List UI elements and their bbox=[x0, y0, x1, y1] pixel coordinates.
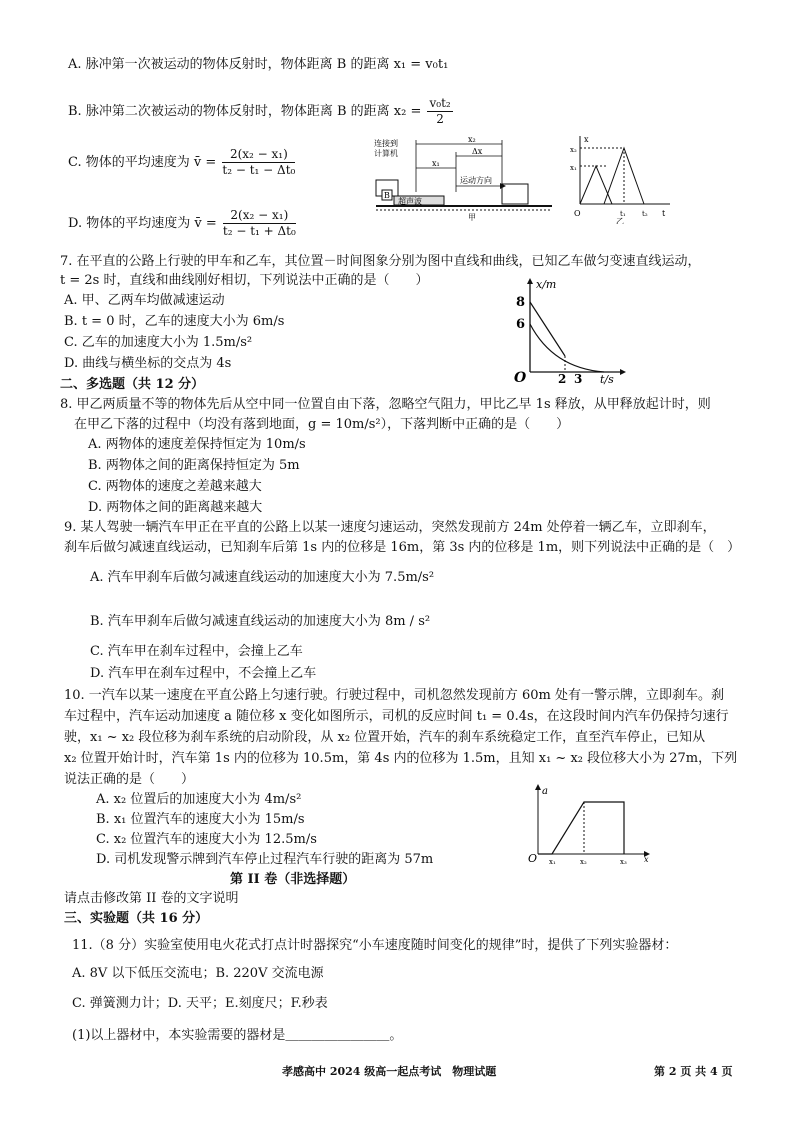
q6-option-a: A. 脉冲第一次被运动的物体反射时，物体距离 B 的距离 x₁ = v₀t₁ bbox=[68, 57, 449, 72]
x-axis-arrow bbox=[527, 278, 533, 284]
pulse-1-line bbox=[580, 166, 612, 204]
q7-option-c: C. 乙车的加速度大小为 1.5m/s² bbox=[64, 335, 253, 350]
q8-option-b: B. 两物体之间的距离保持恒定为 5m bbox=[88, 458, 300, 473]
q6-option-b-text: B. 脉冲第二次被运动的物体反射时，物体距离 B 的距离 x₂ = bbox=[68, 104, 422, 119]
a-x-curve bbox=[538, 802, 624, 854]
a-axis-label: a bbox=[542, 786, 548, 797]
a-axis-arrow bbox=[535, 784, 541, 790]
q10-option-c: C. x₂ 位置汽车的速度大小为 12.5m/s bbox=[96, 832, 317, 847]
fraction-denominator: t₂ − t₁ + Δt₀ bbox=[222, 224, 296, 238]
fraction-denominator: 2 bbox=[436, 112, 444, 126]
q10-option-b: B. x₁ 位置汽车的速度大小为 15m/s bbox=[96, 812, 305, 827]
t2-tick: t₂ bbox=[642, 210, 648, 218]
fraction-denominator: t₂ − t₁ − Δt₀ bbox=[222, 163, 296, 177]
q6-option-b bbox=[68, 96, 455, 127]
q11-stem-line1: 11.（8 分）实验室使用电火花式打点计时器探究“小车速度随时间变化的规律”时，提供了下列实验器材： bbox=[72, 938, 678, 953]
fig-yi-caption: 乙 bbox=[616, 217, 624, 224]
x2-label: x₂ bbox=[468, 135, 476, 144]
footer-title: 孝感高中 2024 级高一起点考试 物理试题 bbox=[282, 1065, 497, 1078]
q6-option-c bbox=[68, 147, 297, 178]
q7-stem-line1: 7. 在平直的公路上行驶的甲车和乙车，其位置－时间图象分别为图中直线和曲线，已知乙车做匀变速直线运动， bbox=[60, 254, 701, 269]
part-2-heading: 第 II 卷（非选择题） bbox=[230, 872, 356, 887]
x-axis-label: t/s bbox=[600, 373, 614, 386]
computer-label: 计算机 bbox=[374, 149, 398, 158]
q11-line3: C. 弹簧测力计；D. 天平；E.刻度尺；F.秒表 bbox=[72, 996, 328, 1011]
section-2-heading: 二、多选题（共 12 分） bbox=[60, 377, 205, 392]
q6-option-d bbox=[68, 208, 298, 239]
fraction-numerator: v₀t₂ bbox=[429, 96, 451, 110]
origin-label: O bbox=[574, 209, 581, 218]
q8-stem-line2: 在甲乙下落的过程中（均没有落到地面，g = 10m/s²），下落判断中正确的是（ ） bbox=[74, 417, 570, 432]
x1-tick: x₁ bbox=[549, 858, 556, 866]
q9-option-a: A. 汽车甲刹车后做匀减速直线运动的加速度大小为 7.5m/s² bbox=[90, 570, 435, 585]
y-tick-6: 6 bbox=[516, 317, 526, 332]
part-2-note: 请点击修改第 II 卷的文字说明 bbox=[64, 891, 239, 906]
x3-tick: x₃ bbox=[620, 858, 627, 866]
x1-label: x₁ bbox=[432, 159, 440, 168]
fraction-numerator: 2(x₂ − x₁) bbox=[222, 147, 295, 163]
q9-stem-line2: 刹车后做匀减速直线运动，已知刹车后第 1s 内的位移是 16m，第 3s 内的位移是 1m，则下列说法中正确的是（ ） bbox=[64, 540, 741, 555]
q10-stem-line1: 10. 一汽车以某一速度在平直公路上匀速行驶。行驶过程中，司机忽然发现前方 60m 处有一警示牌，立即刹车。刹 bbox=[64, 688, 724, 703]
fraction-numerator: 2(x₂ − x₁) bbox=[223, 208, 296, 224]
q6-option-d-text: D. 物体的平均速度为 v̄ = bbox=[68, 216, 217, 231]
origin-label: O bbox=[528, 852, 538, 865]
q8-option-a: A. 两物体的速度差保持恒定为 10m/s bbox=[88, 437, 306, 452]
q8-option-d: D. 两物体之间的距离越来越大 bbox=[88, 500, 263, 515]
q6-option-d-fraction bbox=[223, 208, 296, 239]
q11-line2: A. 8V 以下低压交流电；B. 220V 交流电源 bbox=[72, 966, 324, 981]
q7-option-d: D. 曲线与横坐标的交点为 4s bbox=[64, 356, 232, 371]
x1-tick: x₁ bbox=[570, 164, 577, 172]
t-axis-arrow bbox=[620, 369, 626, 375]
pulse-label: 超声波 bbox=[398, 197, 422, 206]
t-tick-2: 2 bbox=[558, 372, 567, 386]
q10-ax-graph bbox=[522, 782, 652, 866]
direction-label: 运动方向 bbox=[460, 176, 492, 185]
moving-object bbox=[502, 184, 528, 204]
q11-line4: (1)以上器材中，本实验需要的器材是＿＿＿＿＿＿＿＿。 bbox=[72, 1028, 403, 1043]
x2-tick: x₂ bbox=[570, 146, 577, 154]
q9-option-c: C. 汽车甲在刹车过程中，会撞上乙车 bbox=[90, 644, 303, 659]
t-tick-3: 3 bbox=[574, 372, 583, 386]
origin-label: O bbox=[514, 370, 527, 386]
q6-figure-jia bbox=[372, 132, 557, 222]
q8-stem-line1: 8. 甲乙两质量不等的物体先后从空中同一位置自由下落，忽略空气阻力，甲比乙早 1s 释放，从甲释放起计时，则 bbox=[60, 397, 711, 412]
dx-label: Δx bbox=[472, 147, 483, 156]
q6-option-c-fraction bbox=[222, 147, 295, 178]
q10-stem-line3: 驶，x₁ ~ x₂ 段位移为刹车系统的启动阶段，从 x₂ 位置开始，汽车的刹车系统稳定工作，直至汽车停止，已知从 bbox=[64, 730, 706, 745]
q6-figure-yi bbox=[566, 132, 676, 224]
curve-yi bbox=[530, 324, 604, 372]
x-axis-label: x bbox=[644, 855, 649, 864]
sensor-b-label: B bbox=[384, 191, 390, 200]
section-3-heading: 三、实验题（共 16 分） bbox=[64, 911, 209, 926]
x2-tick: x₂ bbox=[580, 858, 587, 866]
connect-label: 连接到 bbox=[374, 139, 398, 148]
t1-tick: t₁ bbox=[620, 210, 626, 218]
q9-option-d: D. 汽车甲在刹车过程中，不会撞上乙车 bbox=[90, 666, 317, 681]
y-axis-label: x/m bbox=[536, 278, 557, 291]
q10-stem-line2: 车过程中，汽车运动加速度 a 随位移 x 变化如图所示，司机的反应时间 t₁ = 0.4s，在这段时间内汽车仍保持匀速行 bbox=[64, 709, 729, 724]
axis-x-label: x bbox=[584, 135, 589, 144]
t-axis-label: t bbox=[662, 209, 666, 218]
q10-stem-line4: x₂ 位置开始计时，汽车第 1s 内的位移为 10.5m，第 4s 内的位移为 1.5m，且知 x₁ ~ x₂ 段位移大小为 27m，下列 bbox=[64, 751, 738, 766]
y-tick-8: 8 bbox=[516, 295, 526, 310]
q6-option-b-fraction bbox=[427, 96, 452, 127]
q9-option-b: B. 汽车甲刹车后做匀减速直线运动的加速度大小为 8m / s² bbox=[90, 614, 431, 629]
q7-option-a: A. 甲、乙两车均做减速运动 bbox=[64, 293, 225, 308]
q7-xt-graph bbox=[508, 276, 628, 386]
q10-option-a: A. x₂ 位置后的加速度大小为 4m/s² bbox=[96, 792, 302, 807]
q6-option-c-text: C. 物体的平均速度为 v̄ = bbox=[68, 155, 217, 170]
page-number: 第 2 页 共 4 页 bbox=[654, 1065, 733, 1078]
q7-stem-line2: t = 2s 时，直线和曲线刚好相切，下列说法中正确的是（ ） bbox=[60, 273, 429, 288]
fig-jia-caption: 甲 bbox=[468, 213, 476, 222]
q9-stem-line1: 9. 某人驾驶一辆汽车甲正在平直的公路上以某一速度匀速运动，突然发现前方 24m 处停着一辆乙车，立即刹车， bbox=[64, 520, 716, 535]
q10-option-d: D. 司机发现警示牌到汽车停止过程汽车行驶的距离为 57m bbox=[96, 852, 434, 867]
q10-stem-line5: 说法正确的是（ ） bbox=[64, 772, 195, 787]
q7-option-b: B. t = 0 时，乙车的速度大小为 6m/s bbox=[64, 314, 285, 329]
q8-option-c: C. 两物体的速度之差越来越大 bbox=[88, 479, 262, 494]
